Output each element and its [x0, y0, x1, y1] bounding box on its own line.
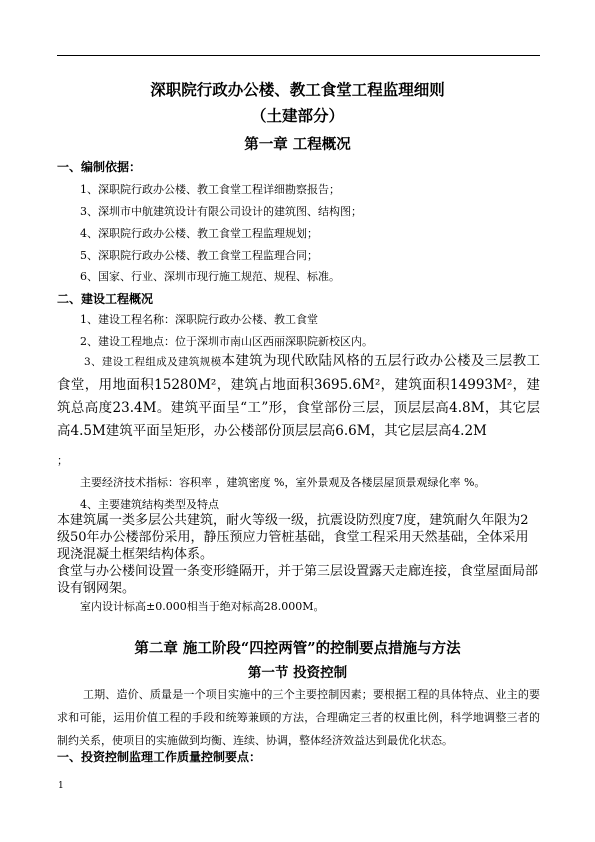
- page-number: 1: [58, 781, 64, 791]
- item-3-text: 本建筑为现代欧陆风格的五层行政办公楼及三层教工食堂，用地面积15280M²，建筑占地面积3695.6M²，建筑面积14993M²，建筑总高度23.4M。建筑平面呈“工”形，食堂部份三层，顶层层高4.8M，其它层高4.5M建筑平面呈矩形，办公楼部份顶层层高6.6M，其它层层高4.2M: [57, 353, 541, 439]
- basis-item: 1、深职院行政办公楼、教工食堂工程详细勘察报告；: [80, 183, 340, 196]
- structure-description: 本建筑属一类多层公共建筑，耐火等级一级，抗震设防烈度7度，建筑耐久年限为2级50年办公楼部份采用，静压预应力管桩基础，食堂工程采用天然基础，全体采用现浇混凝土框架结构体系。: [57, 513, 529, 562]
- investment-control-paragraph: 工期、造价、质量是一个项目实施中的三个主要控制因素；要根据工程的具体特点、业主的要求和可能，运用价值工程的手段和统筹兼顾的方法，合理确定三者的权重比例，科学地调整三者的制约关系，使项目的实施做到均衡、连续、协调，整体经济效益达到最优化状态。: [57, 688, 540, 747]
- building-scale-paragraph: [57, 350, 540, 443]
- document-subtitle: （土建部分）: [250, 106, 344, 125]
- chapter-1-heading: 第一章 工程概况: [244, 136, 351, 153]
- investment-control-heading: 一、投资控制监理工作质量控制要点：: [57, 750, 262, 764]
- overview-item: 2、建设工程地点：位于深圳市南山区西丽深职院新校区内。: [80, 335, 373, 348]
- elevation-note: 室内设计标高±0.000相当于绝对标高28.000M。: [80, 600, 325, 613]
- chapter-2-heading: 第二章 施工阶段“四控两管”的控制要点措施与方法: [134, 640, 461, 657]
- document-title: 深职院行政办公楼、教工食堂工程监理细则: [150, 80, 445, 99]
- basis-item: 3、深圳市中航建筑设计有限公司设计的建筑图、结构图；: [80, 205, 362, 218]
- header-rule: [57, 55, 540, 56]
- overview-item: 1、建设工程名称：深职院行政办公楼、教工食堂: [80, 313, 318, 326]
- item-3-lead: 3、建设工程组成及建筑规模: [84, 356, 222, 368]
- section-overview-heading: 二、建设工程概况: [57, 292, 154, 306]
- deformation-joint-description: 食堂与办公楼间设置一条变形缝隔开，并于第三层设置露天走廊连接，食堂屋面局部设有钢网架。: [57, 564, 539, 596]
- basis-item: 6、国家、行业、深圳市现行施工规范、规程、标准。: [80, 270, 340, 283]
- section-basis-heading: 一、编制依据：: [57, 160, 142, 174]
- section-1-heading: 第一节 投资控制: [247, 665, 348, 681]
- technical-indicators: 主要经济技术指标：容积率 ，建筑密度 %，室外景观及各楼层屋顶景观绿化率 %。: [80, 476, 486, 489]
- basis-item: 5、深职院行政办公楼、教工食堂工程监理合同；: [80, 249, 318, 262]
- item-3-tail: ；: [57, 454, 68, 467]
- basis-item: 4、深职院行政办公楼、教工食堂工程监理规划；: [80, 227, 318, 240]
- structure-type-heading: 4、主要建筑结构类型及特点: [80, 498, 219, 511]
